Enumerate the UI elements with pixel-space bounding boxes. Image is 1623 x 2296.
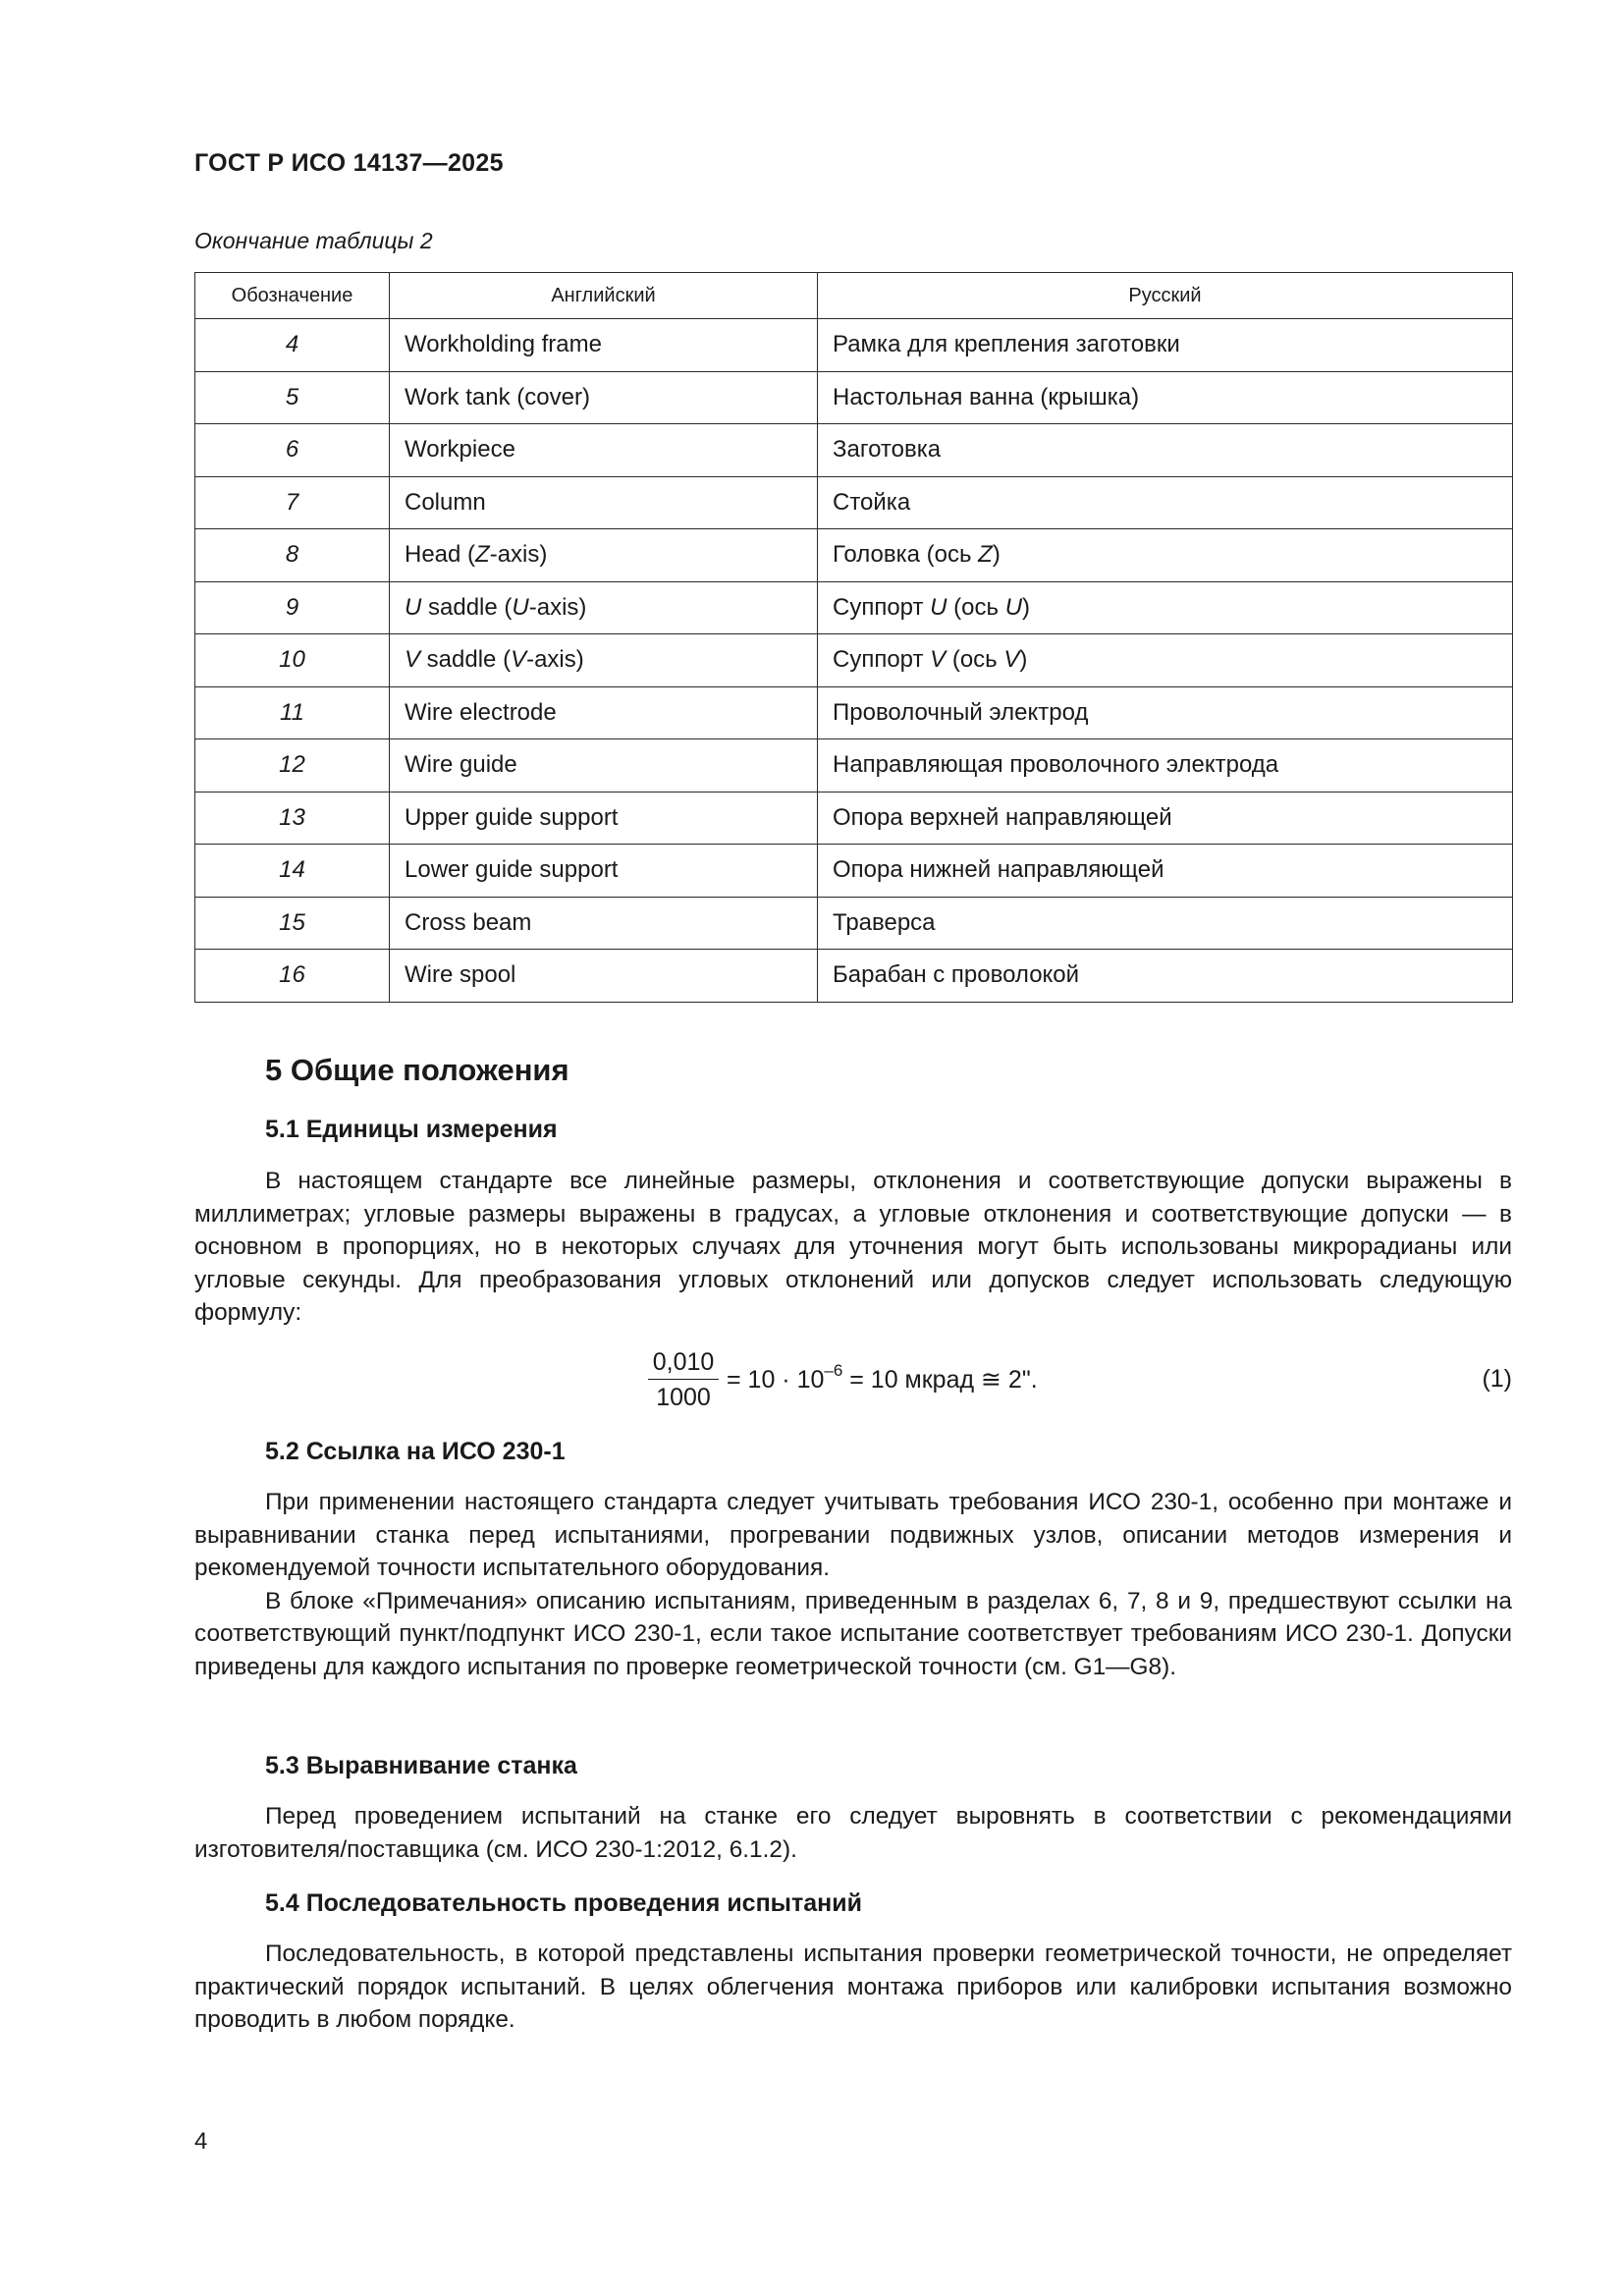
- table-row: [195, 950, 1513, 1003]
- row-number-cell: 10: [195, 634, 390, 687]
- paragraph: При применении настоящего стандарта следует учитывать требования ИСО 230-1, особенно при монтаже и выравнивании станка перед испытаниями, прогревании подвижных узлов, описании методов измерения и рекомендуемой точности испытательного оборудования.: [194, 1489, 1512, 1582]
- russian-term-cell: Рамка для крепления заготовки: [818, 319, 1513, 372]
- subsection-5-4-text: [194, 1938, 1512, 2037]
- english-term-cell: Wire spool: [390, 950, 818, 1003]
- formula-part: = 10 мкрад ≅ 2".: [842, 1366, 1038, 1394]
- english-term-cell: Workpiece: [390, 424, 818, 477]
- col-header-english: Английский: [390, 273, 818, 319]
- english-term-cell: Cross beam: [390, 897, 818, 950]
- russian-term-cell: Барабан с проволокой: [818, 950, 1513, 1003]
- table-row: [195, 845, 1513, 898]
- english-term-cell: Upper guide support: [390, 792, 818, 845]
- row-number-cell: 13: [195, 792, 390, 845]
- row-number-cell: 9: [195, 581, 390, 634]
- table-row: [195, 792, 1513, 845]
- row-number-cell: 11: [195, 686, 390, 739]
- row-number-cell: 5: [195, 371, 390, 424]
- table-body: [195, 319, 1513, 1003]
- col-header-designation: Обозначение: [195, 273, 390, 319]
- row-number-cell: 8: [195, 529, 390, 582]
- formula-1: [194, 1345, 1512, 1416]
- russian-term-cell: Траверса: [818, 897, 1513, 950]
- formula-denominator: 1000: [656, 1384, 711, 1411]
- subsection-5-3-title: 5.3 Выравнивание станка: [265, 1752, 577, 1779]
- paragraph: Перед проведением испытаний на станке его следует выровнять в соответствии с рекомендациями изготовителя/поставщика (см. ИСО 230-1:2012, 6.1.2).: [194, 1803, 1512, 1863]
- subsection-5-1-text: [194, 1165, 1512, 1330]
- table-row: [195, 319, 1513, 372]
- russian-term-cell: Стойка: [818, 476, 1513, 529]
- english-term-cell: Column: [390, 476, 818, 529]
- terms-table: [194, 272, 1513, 1003]
- table-header-row: [195, 273, 1513, 319]
- russian-term-cell: Суппорт V (ось V): [818, 634, 1513, 687]
- english-term-cell: V saddle (V-axis): [390, 634, 818, 687]
- russian-term-cell: Проволочный электрод: [818, 686, 1513, 739]
- subsection-5-4-title: 5.4 Последовательность проведения испытаний: [265, 1889, 863, 1917]
- english-term-cell: Wire electrode: [390, 686, 818, 739]
- russian-term-cell: Опора нижней направляющей: [818, 845, 1513, 898]
- english-term-cell: Wire guide: [390, 739, 818, 793]
- english-term-cell: Lower guide support: [390, 845, 818, 898]
- formula-number: (1): [1482, 1365, 1512, 1393]
- row-number-cell: 15: [195, 897, 390, 950]
- row-number-cell: 6: [195, 424, 390, 477]
- table-row: [195, 424, 1513, 477]
- row-number-cell: 12: [195, 739, 390, 793]
- russian-term-cell: Опора верхней направляющей: [818, 792, 1513, 845]
- col-header-russian: Русский: [818, 273, 1513, 319]
- section-5-title: 5 Общие положения: [265, 1053, 569, 1087]
- russian-term-cell: Направляющая проволочного электрода: [818, 739, 1513, 793]
- russian-term-cell: Головка (ось Z): [818, 529, 1513, 582]
- english-term-cell: Work tank (cover): [390, 371, 818, 424]
- formula-numerator: 0,010: [652, 1348, 715, 1376]
- subsection-5-1-title: 5.1 Единицы измерения: [265, 1116, 558, 1143]
- table-row: [195, 581, 1513, 634]
- formula-part: = 10 · 10: [727, 1366, 825, 1394]
- russian-term-cell: Заготовка: [818, 424, 1513, 477]
- paragraph: Последовательность, в которой представлены испытания проверки геометрической точности, не определяет практический порядок испытаний. В целях облегчения монтажа приборов или калибровки испытания возможно проводить в любом порядке.: [194, 1941, 1512, 2034]
- paragraph: В блоке «Примечания» описанию испытаниям, приведенным в разделах 6, 7, 8 и 9, предшествуют ссылки на соответствующий пункт/подпункт ИСО 230-1, если такое испытание соответствует требованиям ИСО 230-1. Допуски приведены для каждого испытания по проверке геометрической точности (см. G1—G8).: [194, 1587, 1512, 1680]
- table-row: [195, 739, 1513, 793]
- formula-exponent: –6: [824, 1361, 843, 1380]
- page-number: 4: [194, 2128, 208, 2155]
- subsection-5-3-text: [194, 1800, 1512, 1866]
- table-row: [195, 371, 1513, 424]
- row-number-cell: 16: [195, 950, 390, 1003]
- russian-term-cell: Суппорт U (ось U): [818, 581, 1513, 634]
- row-number-cell: 4: [195, 319, 390, 372]
- row-number-cell: 14: [195, 845, 390, 898]
- table-row: [195, 686, 1513, 739]
- formula-rhs: [727, 1361, 1038, 1394]
- russian-term-cell: Настольная ванна (крышка): [818, 371, 1513, 424]
- table-row: [195, 476, 1513, 529]
- subsection-5-2-text: [194, 1486, 1512, 1684]
- table-caption: Окончание таблицы 2: [194, 228, 433, 253]
- english-term-cell: U saddle (U-axis): [390, 581, 818, 634]
- english-term-cell: Workholding frame: [390, 319, 818, 372]
- row-number-cell: 7: [195, 476, 390, 529]
- document-header: ГОСТ Р ИСО 14137—2025: [194, 149, 504, 177]
- table-row: [195, 634, 1513, 687]
- formula-fraction: [648, 1345, 719, 1413]
- table-row: [195, 529, 1513, 582]
- english-term-cell: Head (Z-axis): [390, 529, 818, 582]
- subsection-5-2-title: 5.2 Ссылка на ИСО 230-1: [265, 1438, 566, 1465]
- table-row: [195, 897, 1513, 950]
- paragraph: В настоящем стандарте все линейные размеры, отклонения и соответствующие допуски выражены в миллиметрах; угловые размеры выражены в градусах, а угловые отклонения и соответствующие допуски — в основном в пропорциях, но в некоторых случаях для уточнения могут быть использованы микрорадианы или угловые секунды. Для преобразования угловых отклонений или допусков следует использовать следующую формулу:: [194, 1168, 1512, 1327]
